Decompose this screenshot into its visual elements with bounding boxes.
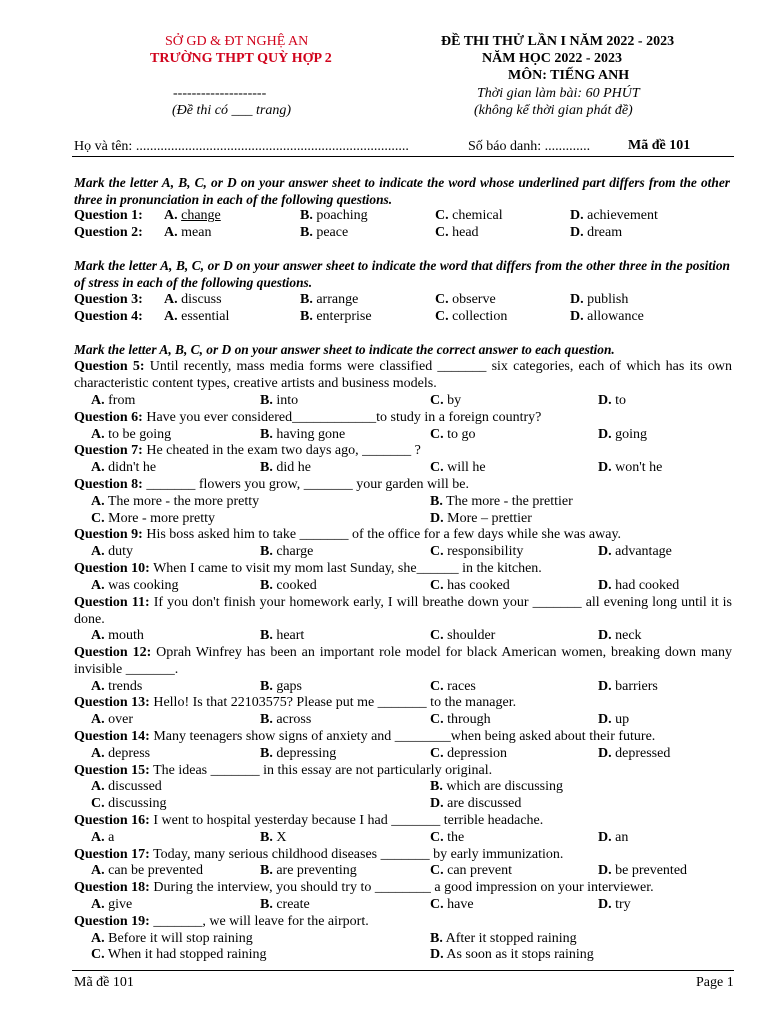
option-b: B. poaching	[300, 208, 368, 223]
option-b: B. create	[260, 897, 310, 912]
question-13: Question 13: Hello! Is that 22103575? Please put me _______ to the manager.	[74, 695, 517, 710]
option-b: B. peace	[300, 225, 349, 240]
pages-note: (Đề thi có ___ trang)	[172, 103, 291, 118]
footer-page-number: Page 1	[696, 975, 734, 990]
question-label: Question 4:	[74, 309, 143, 324]
option-a: A. to be going	[91, 427, 172, 442]
option-b: B. cooked	[260, 578, 317, 593]
question-label: Question 3:	[74, 292, 143, 307]
option-a: A. duty	[91, 544, 134, 559]
option-a: A. depress	[91, 746, 151, 761]
question-4	[74, 308, 732, 325]
option-d: D. neck	[598, 628, 642, 643]
question-11-options	[74, 627, 732, 644]
option-a: A. mouth	[91, 628, 144, 643]
question-7-options	[74, 459, 732, 476]
question-19-options-row2	[74, 946, 732, 963]
option-a: A. was cooking	[91, 578, 179, 593]
option-d: D. depressed	[598, 746, 671, 761]
question-16-options	[74, 829, 732, 846]
question-2	[74, 224, 732, 241]
option-a: A. The more - the more pretty	[91, 494, 260, 509]
option-c: C. discussing	[91, 796, 167, 811]
candidate-id-field: Số báo danh: .............	[468, 139, 591, 154]
question-1	[74, 207, 732, 224]
option-c: C. head	[435, 225, 479, 240]
question-9-options	[74, 543, 732, 560]
section-correct-answer-instruction: Mark the letter A, B, C, or D on your answer sheet to indicate the correct answer to each question.	[74, 342, 615, 357]
option-a: A. give	[91, 897, 133, 912]
time-allowed: Thời gian làm bài: 60 PHÚT	[477, 86, 640, 101]
question-label: Question 2:	[74, 225, 143, 240]
option-c: C. chemical	[435, 208, 503, 223]
option-c: C. responsibility	[430, 544, 524, 559]
question-6: Question 6: Have you ever considered____________to study in a foreign country?	[74, 410, 542, 425]
option-a: A. from	[91, 393, 136, 408]
section-stress-instruction: Mark the letter A, B, C, or D on your answer sheet to indicate the word that differs from the other three in the position of stress in each of the following questions.	[74, 258, 730, 290]
exam-code: Mã đề 101	[628, 138, 691, 153]
option-c: C. the	[430, 830, 465, 845]
option-b: B. enterprise	[300, 309, 372, 324]
question-12: Question 12: Oprah Winfrey has been an important role model for black American women, breaking down many invisible _______.	[74, 645, 733, 677]
question-16: Question 16: I went to hospital yesterday because I had _______ terrible headache.	[74, 813, 544, 828]
school-name: TRƯỜNG THPT QUỲ HỢP 2	[150, 51, 332, 66]
option-a: A. change	[164, 208, 221, 223]
question-11: Question 11: If you don't finish your homework early, I will breathe down your _______ all evening long until it is done.	[74, 595, 732, 627]
question-8: Question 8: _______ flowers you grow, _______ your garden will be.	[74, 477, 469, 492]
option-d: D. be prevented	[598, 863, 688, 878]
option-a: A. didn't he	[91, 460, 157, 475]
question-6-options	[74, 426, 732, 443]
option-a: A. trends	[91, 679, 143, 694]
option-d: D. dream	[570, 225, 623, 240]
question-5: Question 5: Until recently, mass media forms were classified _______ six categories, each of which has its own characteristic content types, creative artists and business models.	[74, 359, 732, 391]
option-d: D. achievement	[570, 208, 658, 223]
question-8-options-row2	[74, 510, 732, 527]
question-19: Question 19: _______, we will leave for the airport.	[74, 914, 369, 929]
option-c: C. to go	[430, 427, 476, 442]
option-b: B. which are discussing	[430, 779, 563, 794]
option-b: B. heart	[260, 628, 305, 643]
option-a: A. mean	[164, 225, 212, 240]
option-c: C. shoulder	[430, 628, 496, 643]
section-pronunciation-instruction: Mark the letter A, B, C, or D on your answer sheet to indicate the word whose underlined part differs from the other three in pronunciation in each of the following questions.	[74, 175, 730, 207]
option-c: C. by	[430, 393, 462, 408]
option-d: D. advantage	[598, 544, 672, 559]
question-9: Question 9: His boss asked him to take _______ of the office for a few days while she was away.	[74, 527, 622, 542]
question-15: Question 15: The ideas _______ in this essay are not particularly original.	[74, 763, 493, 778]
question-3	[74, 291, 732, 308]
option-d: D. to	[598, 393, 627, 408]
option-b: B. After it stopped raining	[430, 931, 577, 946]
option-a: A. essential	[164, 309, 230, 324]
option-a: A. can be prevented	[91, 863, 203, 878]
option-b: B. arrange	[300, 292, 359, 307]
option-d: D. an	[598, 830, 629, 845]
question-17-options	[74, 862, 732, 879]
option-d: D. won't he	[598, 460, 663, 475]
question-5-options	[74, 392, 732, 409]
option-b: B. across	[260, 712, 312, 727]
question-13-options	[74, 711, 732, 728]
option-d: D. More – prettier	[430, 511, 532, 526]
question-14: Question 14: Many teenagers show signs of anxiety and ________when being asked about their future.	[74, 729, 656, 744]
question-18-options	[74, 896, 732, 913]
option-c: C. When it had stopped raining	[91, 947, 267, 962]
option-c: C. has cooked	[430, 578, 510, 593]
option-d: D. going	[598, 427, 648, 442]
footer-divider	[72, 970, 734, 971]
school-year: NĂM HỌC 2022 - 2023	[482, 51, 622, 66]
question-15-options-row2	[74, 795, 732, 812]
option-b: B. The more - the prettier	[430, 494, 573, 509]
option-a: A. over	[91, 712, 134, 727]
option-c: C. through	[430, 712, 491, 727]
time-note: (không kể thời gian phát đề)	[474, 103, 633, 118]
question-7: Question 7: He cheated in the exam two days ago, _______ ?	[74, 443, 421, 458]
subject: MÔN: TIẾNG ANH	[508, 68, 630, 83]
option-a: A. a	[91, 830, 115, 845]
header-divider	[72, 156, 734, 157]
exam-title: ĐỀ THI THỬ LẦN I NĂM 2022 - 2023	[441, 34, 675, 49]
option-d: D. barriers	[598, 679, 658, 694]
option-a: A. discuss	[164, 292, 222, 307]
question-label: Question 1:	[74, 208, 143, 223]
option-b: B. charge	[260, 544, 314, 559]
option-c: C. have	[430, 897, 474, 912]
question-8-options-row1	[74, 493, 732, 510]
option-d: D. As soon as it stops raining	[430, 947, 594, 962]
option-d: D. up	[598, 712, 630, 727]
question-18: Question 18: During the interview, you should try to ________ a good impression on your interviewer.	[74, 880, 654, 895]
option-c: C. races	[430, 679, 476, 694]
option-d: D. allowance	[570, 309, 644, 324]
option-c: C. will he	[430, 460, 486, 475]
option-c: C. depression	[430, 746, 508, 761]
question-10-options	[74, 577, 732, 594]
question-19-options-row1	[74, 930, 732, 947]
option-d: D. try	[598, 897, 631, 912]
option-c: C. More - more pretty	[91, 511, 216, 526]
header-dashes: --------------------	[173, 86, 267, 101]
option-d: D. are discussed	[430, 796, 522, 811]
option-a: A. Before it will stop raining	[91, 931, 253, 946]
option-b: B. did he	[260, 460, 311, 475]
question-14-options	[74, 745, 732, 762]
option-d: D. had cooked	[598, 578, 680, 593]
option-b: B. depressing	[260, 746, 337, 761]
question-12-options	[74, 678, 732, 695]
option-b: B. are preventing	[260, 863, 357, 878]
option-a: A. discussed	[91, 779, 162, 794]
option-b: B. having gone	[260, 427, 346, 442]
option-d: D. publish	[570, 292, 629, 307]
option-c: C. can prevent	[430, 863, 513, 878]
option-c: C. observe	[435, 292, 496, 307]
question-10: Question 10: When I came to visit my mom last Sunday, she______ in the kitchen.	[74, 561, 542, 576]
question-15-options-row1	[74, 778, 732, 795]
footer-exam-code: Mã đề 101	[74, 975, 134, 990]
option-c: C. collection	[435, 309, 508, 324]
department-name: SỞ GD & ĐT NGHỆ AN	[165, 34, 309, 49]
option-b: B. into	[260, 393, 299, 408]
option-b: B. gaps	[260, 679, 303, 694]
question-17: Question 17: Today, many serious childhood diseases _______ by early immunization.	[74, 847, 564, 862]
name-field: Họ và tên: ..............................................................................	[74, 139, 409, 154]
option-b: B. X	[260, 830, 287, 845]
